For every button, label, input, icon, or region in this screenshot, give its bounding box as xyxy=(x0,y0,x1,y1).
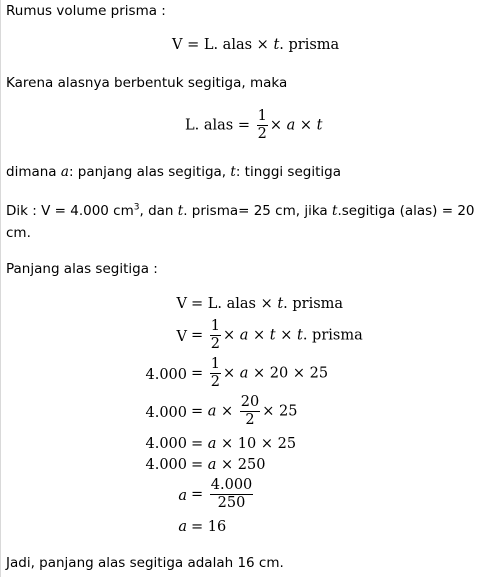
fraction: $\frac{1}{2}$ xyxy=(210,318,220,352)
conclusion-text: Jadi, panjang alas segitiga adalah 16 cm. xyxy=(6,555,284,571)
fraction: $\frac{1}{2}$ xyxy=(257,108,267,142)
document-page: Rumus volume prisma : V = L. alas × t. prisma Karena alasnya berbentuk segitiga, maka L. alas = $\frac{1}{2}$ × a × t dimana a: panjang alas segitiga, t: tinggi segitiga Dik : V = 4.000 $cm^3$, dan t. prisma= 25 cm, jika t.segitiga (alas) = 20 cm. Panjang alas segitiga : V = L. alas × t. prisma V = $\frac{1}{2}$ × a × t × t. prisma 4.000 = $\frac{1}{2}$ × a × 20 × 25 4.000 = a × $\frac{20}{2}$ × 25 4.000 = a × 10 × 25 4.000 = a × 250 a = $\frac{4.000}{250}$ a = 16 Jadi, panjang alas segitiga adalah 16 cm. xyxy=(0,0,497,577)
formula-base-area: L. alas = $\frac{1}{2}$ × a × t xyxy=(185,108,323,142)
fraction: $\frac{20}{2}$ xyxy=(240,394,260,428)
fraction: $\frac{4.000}{250}$ xyxy=(210,477,253,511)
left-border xyxy=(0,0,1,577)
solution-heading: Panjang alas segitiga : xyxy=(6,261,158,277)
known-values-text: Dik : V = 4.000 $cm^3$, dan t. prisma= 25 cm, jika t.segitiga (alas) = 20 cm. xyxy=(6,202,475,241)
formula-volume: V = L. alas × t. prisma xyxy=(172,37,340,53)
definition-text: dimana a: panjang alas segitiga, t: tinggi segitiga xyxy=(6,164,341,180)
intro-text: Rumus volume prisma : xyxy=(6,3,166,19)
fraction: $\frac{1}{2}$ xyxy=(210,356,220,390)
base-text: Karena alasnya berbentuk segitiga, maka xyxy=(6,75,288,91)
